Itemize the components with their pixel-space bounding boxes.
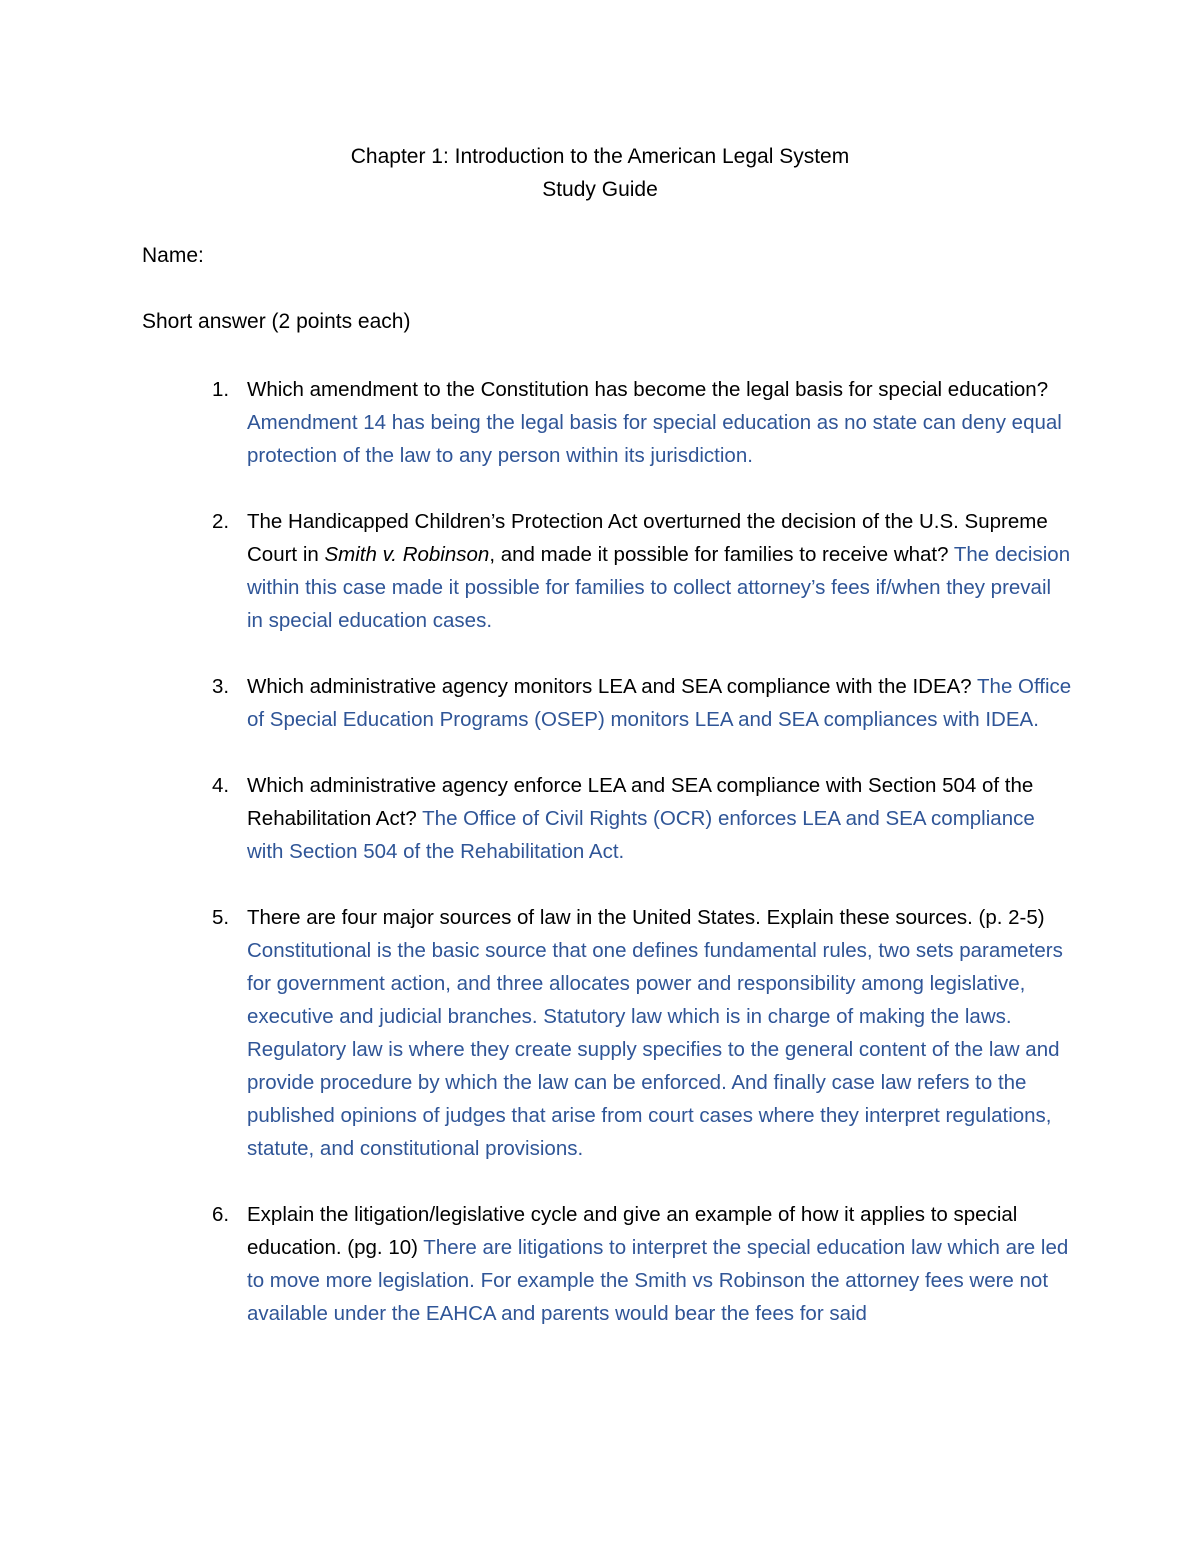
question-text: Explain the litigation/legislative cycle and give an example of how it applies to special education. (pg. 10)	[247, 1203, 1018, 1259]
question-item	[212, 373, 1072, 472]
answer-text: Amendment 14 has being the legal basis for special education as no state can deny equal protection of the law to any person within its jurisdiction.	[247, 411, 1062, 467]
question-text: Which administrative agency monitors LEA and SEA compliance with the IDEA?	[247, 675, 972, 698]
answer-text: The decision within this case made it possible for families to collect attorney’s fees if/when they prevail in special education cases.	[247, 543, 1071, 632]
question-item	[212, 901, 1072, 1165]
question-text: Which administrative agency enforce LEA and SEA compliance with Section 504 of the Rehabilitation Act?	[247, 774, 1034, 830]
answer-text: The Office of Special Education Programs (OSEP) monitors LEA and SEA compliances with IDEA.	[247, 675, 1072, 731]
question-number: 5.	[212, 906, 230, 929]
question-number: 6.	[212, 1203, 230, 1226]
question-text: The Handicapped Children’s Protection Act overturned the decision of the U.S. Supreme Court in	[247, 510, 1048, 566]
question-number: 2.	[212, 510, 230, 533]
answer-text: There are litigations to interpret the special education law which are led to move more legislation. For example the Smith vs Robinson the attorney fees were not available under the EAHCA and parents would bear the fees for said	[247, 1236, 1069, 1325]
chapter-title: Chapter 1: Introduction to the American Legal System	[350, 145, 850, 168]
question-item	[212, 1198, 1072, 1330]
question-item	[212, 769, 1072, 868]
document-subtitle: Study Guide	[542, 178, 658, 201]
question-item	[212, 670, 1072, 736]
answer-text: The Office of Civil Rights (OCR) enforces LEA and SEA compliance with Section 504 of the Rehabilitation Act.	[247, 807, 1035, 863]
question-number: 3.	[212, 675, 230, 698]
question-text: There are four major sources of law in the United States. Explain these sources. (p. 2-5)	[247, 906, 1045, 929]
section-heading: Short answer (2 points each)	[142, 310, 411, 333]
question-list	[212, 373, 1072, 1363]
question-text-continued: , and made it possible for families to receive what?	[489, 543, 949, 566]
case-name: Smith v. Robinson	[324, 543, 490, 566]
answer-text: Constitutional is the basic source that one defines fundamental rules, two sets parameters for government action, and three allocates power and responsibility among legislative, executive and judicial branches. Statutory law which is in charge of making the laws. Regulatory law is where they create supply specifies to the general content of the law and provide procedure by which the law can be enforced. And finally case law refers to the published opinions of judges that arise from court cases where they interpret regulations, statute, and constitutional provisions.	[247, 939, 1063, 1160]
question-text: Which amendment to the Constitution has become the legal basis for special education?	[247, 378, 1049, 401]
question-number: 4.	[212, 774, 230, 797]
question-item	[212, 505, 1072, 637]
question-number: 1.	[212, 378, 230, 401]
name-label: Name:	[142, 244, 204, 267]
